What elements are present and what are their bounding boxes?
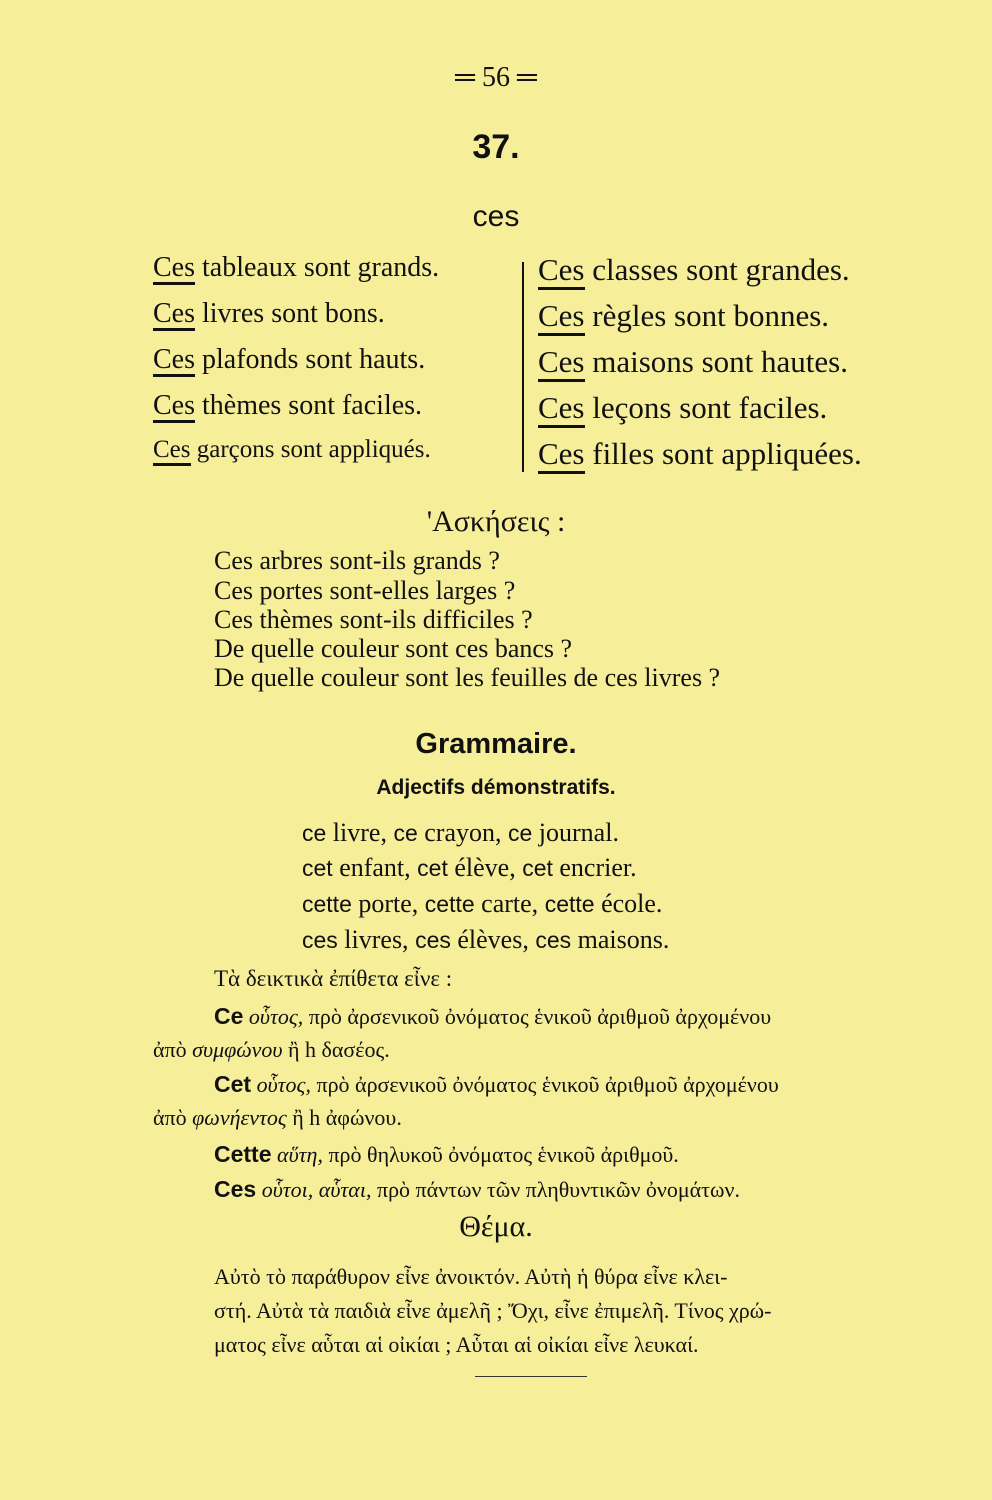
lesson-word: ces: [472, 200, 520, 233]
grammar-rule-ce: Ce οὗτος, πρὸ ἀρσενικοῦ ὀνόματος ἑνικοῦ ἀριθμοῦ ἀρχομένου: [214, 1003, 772, 1029]
ces-word: Ces: [538, 346, 585, 382]
ces-word: Ces: [153, 345, 195, 377]
ces-word: Ces: [153, 253, 195, 285]
theme-line: Αὐτὸ τὸ παράθυρον εἶνε ἀνοικτόν. Αὐτὴ ἡ θύρα εἶνε κλει-: [214, 1264, 728, 1289]
example-sentence: Ces garçons sont appliqués.: [153, 436, 439, 482]
examples-left-column: [153, 252, 439, 482]
grammar-intro: Τὰ δεικτικὰ ἐπίθετα εἶνε :: [214, 966, 453, 991]
demonstrative-example: cet enfant, cet élève, cet encrier.: [302, 853, 637, 882]
exercises-title: 'Ασκήσεις :: [426, 505, 566, 538]
example-sentence: Ces plafonds sont hauts.: [153, 344, 439, 390]
theme-line: ματος εἶνε αὗται αἱ οἰκίαι ; Αὗται αἱ οἰκίαι εἶνε λευκαί.: [214, 1332, 699, 1357]
ces-word: Ces: [538, 254, 585, 290]
theme-line: στή. Αὐτὰ τὰ παιδιὰ εἶνε ἀμελῆ ; Ὄχι, εἶνε ἐπιμελῆ. Τίνος χρώ-: [214, 1298, 772, 1323]
example-sentence: Ces classes sont grandes.: [538, 252, 862, 298]
example-sentence: Ces livres sont bons.: [153, 298, 439, 344]
lesson-number: 37.: [472, 128, 520, 166]
demonstrative-example: cette porte, cette carte, cette école.: [302, 889, 663, 918]
exercise-question: Ces portes sont-elles larges ?: [214, 576, 516, 605]
example-sentence: Ces tableaux sont grands.: [153, 252, 439, 298]
example-sentence: Ces règles sont bonnes.: [538, 298, 862, 344]
ces-word: Ces: [153, 391, 195, 423]
exercise-question: De quelle couleur sont ces bancs ?: [214, 634, 573, 663]
example-sentence: Ces filles sont appliquées.: [538, 436, 862, 482]
column-divider: [522, 262, 524, 472]
ces-word: Ces: [538, 392, 585, 428]
demonstrative-example: ce livre, ce crayon, ce journal.: [302, 818, 619, 847]
ces-word: Ces: [538, 300, 585, 336]
example-sentence: Ces thèmes sont faciles.: [153, 390, 439, 436]
exercise-question: Ces arbres sont-ils grands ?: [214, 546, 500, 575]
grammar-rule-cette: Cette αὕτη, πρὸ θηλυκοῦ ὀνόματος ἑνικοῦ ἀριθμοῦ.: [214, 1141, 679, 1167]
example-sentence: Ces leçons sont faciles.: [538, 390, 862, 436]
exercise-question: De quelle couleur sont les feuilles de ces livres ?: [214, 663, 721, 692]
exercise-question: Ces thèmes sont-ils difficiles ?: [214, 605, 533, 634]
grammar-rule-cet-continued: ἀπὸ φωνήεντος ἢ h ἀφώνου.: [153, 1105, 402, 1130]
grammar-subtitle: Adjectifs démonstratifs.: [376, 776, 616, 799]
grammar-rule-ce-continued: ἀπὸ συμφώνου ἢ h δασέος.: [153, 1037, 390, 1062]
theme-title: Θέμα.: [459, 1210, 533, 1243]
grammar-rule-cet: Cet οὗτος, πρὸ ἀρσενικοῦ ὀνόματος ἑνικοῦ ἀριθμοῦ ἀρχομένου: [214, 1071, 779, 1097]
ces-word: Ces: [153, 437, 191, 466]
examples-right-column: [538, 252, 862, 482]
ces-word: Ces: [538, 438, 585, 474]
ces-word: Ces: [153, 299, 195, 331]
grammar-title: Grammaire.: [415, 728, 577, 760]
grammar-rule-ces: Ces οὗτοι, αὗται, πρὸ πάντων τῶν πληθυντικῶν ὀνομάτων.: [214, 1176, 740, 1202]
page-number: ═ 56 ═: [455, 62, 537, 93]
bottom-rule: [475, 1376, 587, 1377]
demonstrative-example: ces livres, ces élèves, ces maisons.: [302, 925, 670, 954]
example-sentence: Ces maisons sont hautes.: [538, 344, 862, 390]
